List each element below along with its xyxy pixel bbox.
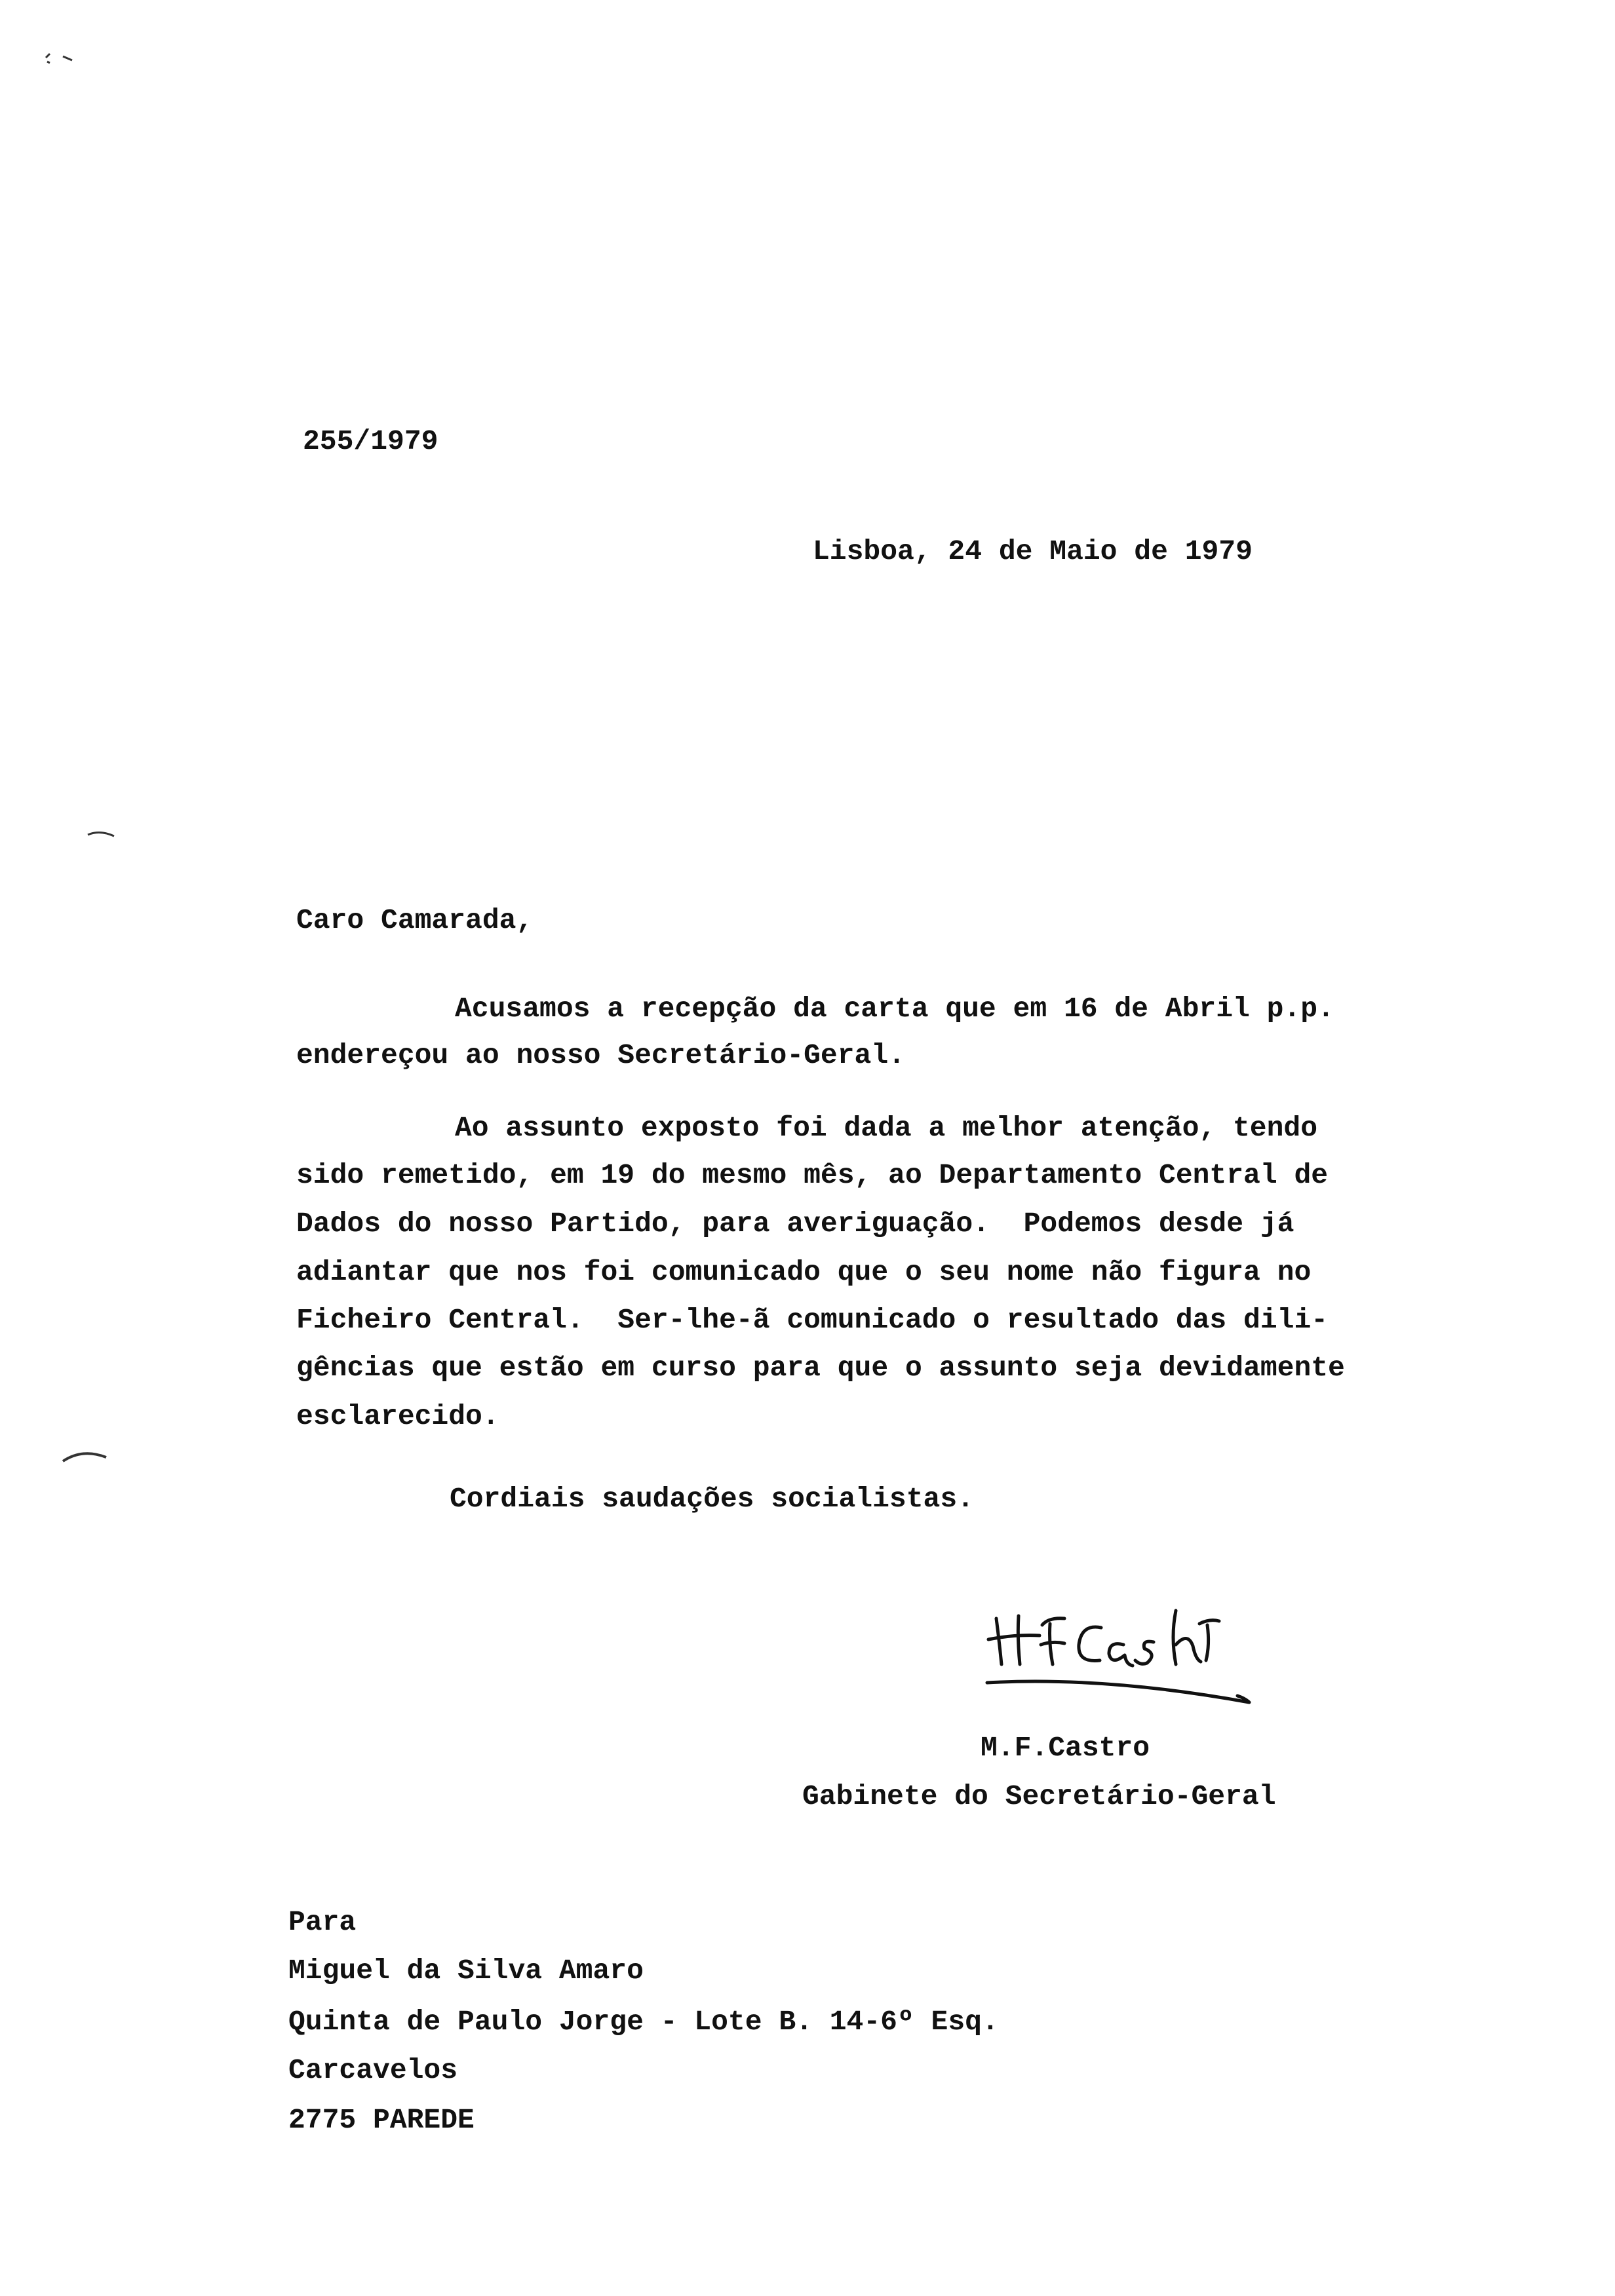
paragraph-line: Ao assunto exposto foi dada a melhor atenção, tendo xyxy=(455,1112,1318,1144)
paragraph-line: Acusamos a recepção da carta que em 16 de Abril p.p. xyxy=(455,993,1334,1025)
scan-speck xyxy=(85,827,118,840)
paragraph-line: esclarecido. xyxy=(296,1400,499,1432)
signatory-title: Gabinete do Secretário-Geral xyxy=(802,1780,1276,1812)
place-date: Lisboa, 24 de Maio de 1979 xyxy=(813,535,1253,567)
paragraph-line: gências que estão em curso para que o assunto seja devidamente xyxy=(296,1352,1345,1384)
scan-speck xyxy=(60,1447,113,1466)
recipient-line: Quinta de Paulo Jorge - Lote B. 14-6º Esq. xyxy=(288,2006,999,2038)
reference-number: 255/1979 xyxy=(303,425,438,457)
paragraph-line: sido remetido, em 19 do mesmo mês, ao Departamento Central de xyxy=(296,1159,1329,1191)
closing: Cordiais saudações socialistas. xyxy=(450,1483,974,1515)
paragraph-line: adiantar que nos foi comunicado que o seu nome não figura no xyxy=(296,1256,1312,1288)
signatory-name: M.F.Castro xyxy=(981,1732,1150,1764)
salutation: Caro Camarada, xyxy=(296,904,534,936)
paragraph-line: Dados do nosso Partido, para averiguação. Podemos desde já xyxy=(296,1208,1294,1240)
recipient-line: Miguel da Silva Amaro xyxy=(288,1955,644,1987)
recipient-line: Carcavelos xyxy=(288,2054,458,2086)
recipient-line: 2775 PAREDE xyxy=(288,2104,475,2136)
paragraph-line: Ficheiro Central. Ser-lhe-ã comunicado o resultado das dili- xyxy=(296,1304,1329,1336)
recipient-label: Para xyxy=(288,1906,357,1938)
paragraph-line: endereçou ao nosso Secretário-Geral. xyxy=(296,1039,905,1071)
scan-speck xyxy=(41,46,100,72)
handwritten-signature xyxy=(977,1599,1265,1717)
